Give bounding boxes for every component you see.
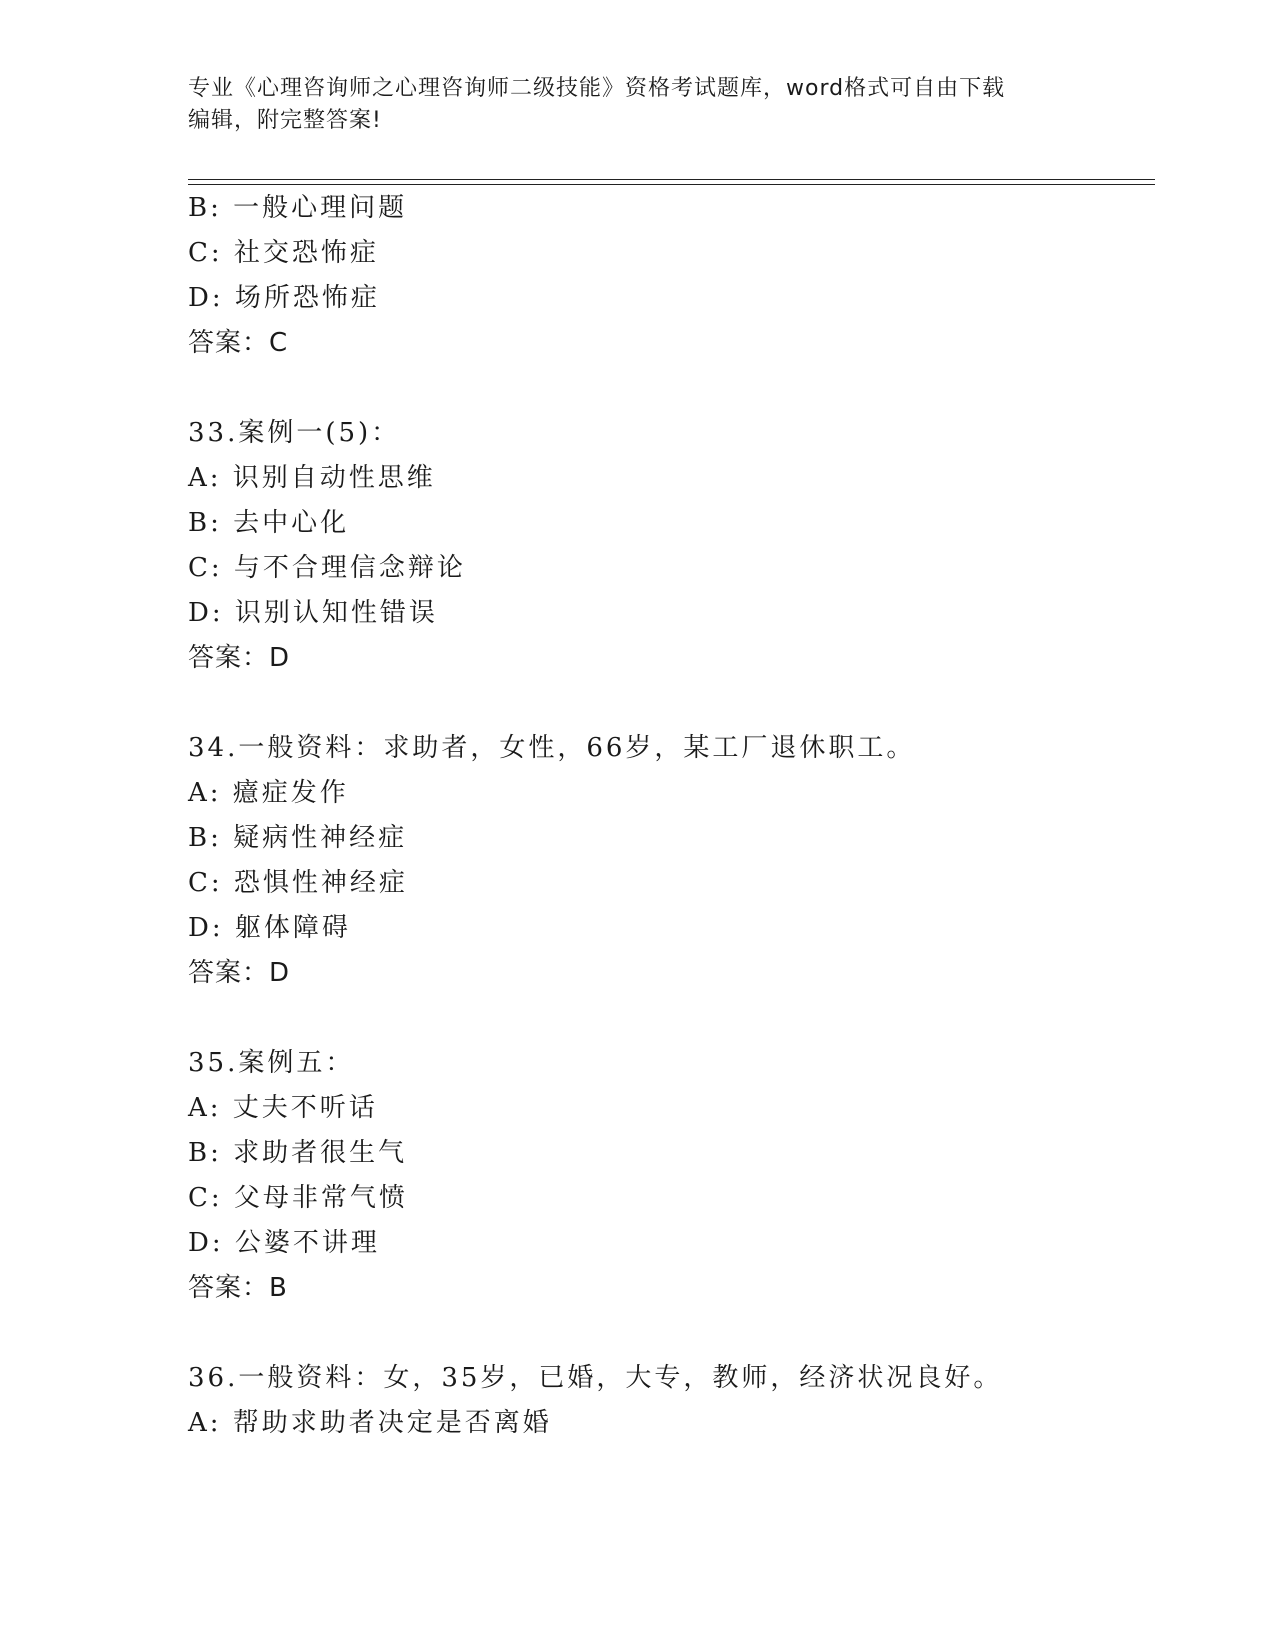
question-line: 36.一般资料：女，35岁，已婚，大专，教师，经济状况良好。 bbox=[188, 1363, 1003, 1393]
option-line: D: 场所恐怖症 bbox=[188, 283, 380, 313]
header-line-1: 专业《心理咨询师之心理咨询师二级技能》资格考试题库，word格式可自由下载 bbox=[188, 76, 1006, 101]
option-line: B: 去中心化 bbox=[188, 508, 350, 538]
option-line: C: 与不合理信念辩论 bbox=[188, 553, 466, 583]
header-rule-bottom bbox=[188, 184, 1155, 185]
option-line: C: 社交恐怖症 bbox=[188, 238, 379, 268]
document-header bbox=[188, 73, 1088, 137]
header-rule-top bbox=[188, 179, 1155, 180]
answer-line: 答案：D bbox=[188, 643, 291, 673]
answer-line: 答案：D bbox=[188, 958, 291, 988]
option-line: B: 疑病性神经症 bbox=[188, 823, 408, 853]
question-line: 33.案例一(5)： bbox=[188, 418, 401, 448]
option-line: A: 识别自动性思维 bbox=[188, 463, 436, 493]
option-line: C: 恐惧性神经症 bbox=[188, 868, 408, 898]
option-line: C: 父母非常气愤 bbox=[188, 1183, 408, 1213]
option-line: B: 一般心理问题 bbox=[188, 193, 408, 223]
option-line: D: 躯体障碍 bbox=[188, 913, 351, 943]
question-line: 34.一般资料：求助者，女性，66岁，某工厂退休职工。 bbox=[188, 733, 916, 763]
option-line: D: 公婆不讲理 bbox=[188, 1228, 380, 1258]
option-line: A: 癔症发作 bbox=[188, 778, 349, 808]
option-line: D: 识别认知性错误 bbox=[188, 598, 438, 628]
question-line: 35.案例五： bbox=[188, 1048, 355, 1078]
option-line: A: 帮助求助者决定是否离婚 bbox=[188, 1408, 552, 1438]
header-line-2: 编辑，附完整答案! bbox=[188, 108, 382, 133]
option-line: A: 丈夫不听话 bbox=[188, 1093, 378, 1123]
answer-line: 答案：C bbox=[188, 328, 289, 358]
option-line: B: 求助者很生气 bbox=[188, 1138, 408, 1168]
answer-line: 答案：B bbox=[188, 1273, 288, 1303]
